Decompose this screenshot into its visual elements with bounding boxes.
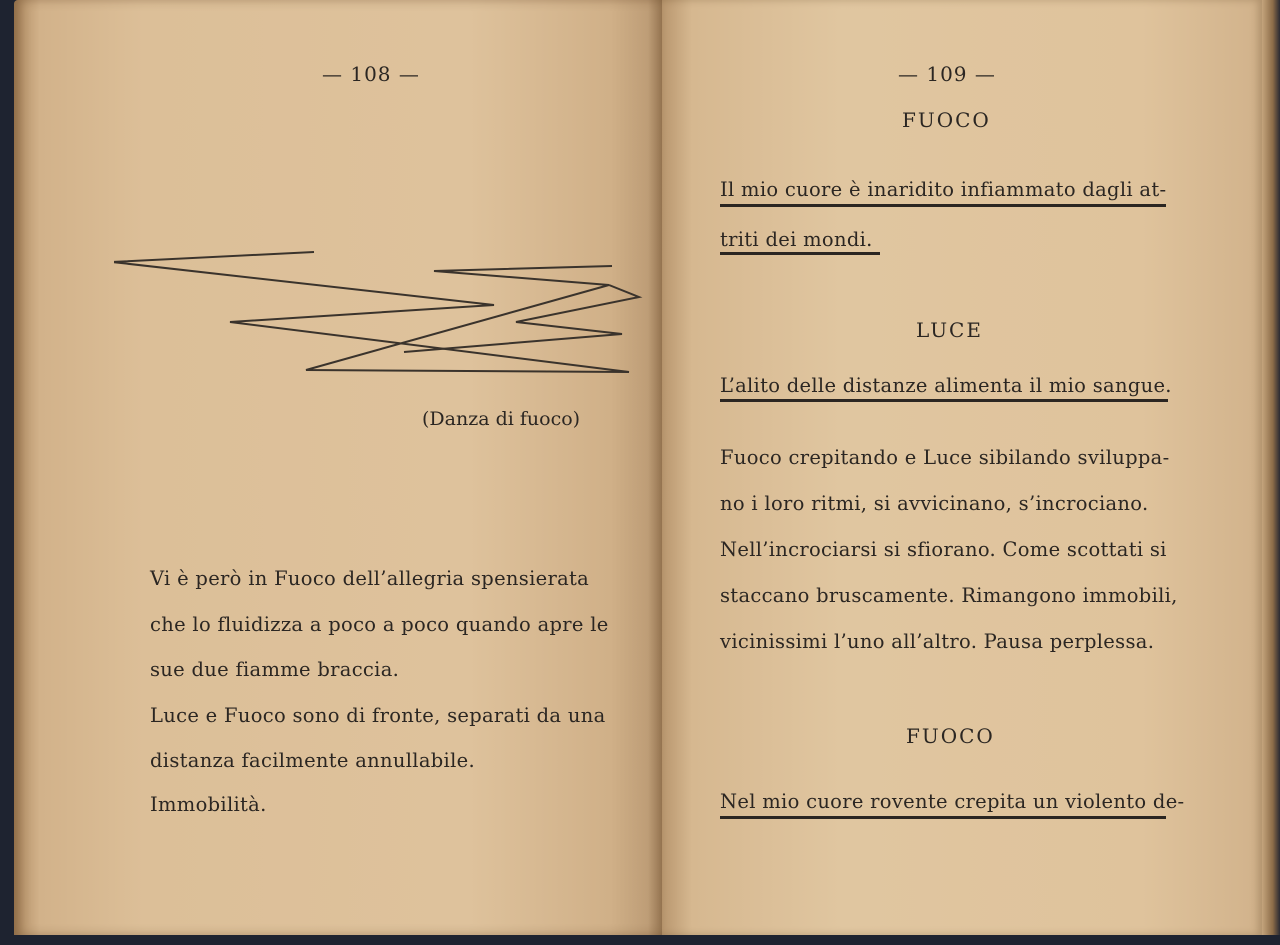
narration-line: no i loro ritmi, si avvicinano, s’incrociano. (720, 492, 1149, 515)
fire-dance-zigzag-drawing (114, 240, 664, 380)
underline-rule (720, 204, 1166, 207)
luce-line: L’alito delle distanze alimenta il mio sangue. (720, 374, 1172, 397)
fuoco-line: Il mio cuore è inaridito infiammato dagli at- (720, 178, 1167, 201)
fuoco-line: triti dei mondi. (720, 228, 873, 251)
text-line: sue due fiamme braccia. (150, 658, 400, 681)
heading-fuoco: FUOCO (906, 724, 995, 748)
heading-fuoco: FUOCO (902, 108, 991, 132)
fuoco-line: Nel mio cuore rovente crepita un violento de- (720, 790, 1185, 813)
right-page (662, 0, 1262, 935)
narration-line: vicinissimi l’uno all’altro. Pausa perplessa. (720, 630, 1155, 653)
page-number-left: — 108 — (322, 62, 420, 86)
narration-line: staccano bruscamente. Rimangono immobili, (720, 584, 1178, 607)
narration-line: Fuoco crepitando e Luce sibilando sviluppa- (720, 446, 1170, 469)
underline-rule (720, 252, 880, 255)
text-line: Vi è però in Fuoco dell’allegria spensierata (150, 567, 590, 590)
text-line: Immobilità. (150, 793, 267, 816)
heading-luce: LUCE (916, 318, 983, 342)
text-line: Luce e Fuoco sono di fronte, separati da una (150, 704, 606, 727)
page-edges (1262, 0, 1280, 935)
page-number-right: — 109 — (898, 62, 996, 86)
text-line: che lo fluidizza a poco a poco quando apre le (150, 613, 609, 636)
drawing-caption: (Danza di fuoco) (422, 408, 581, 430)
text-line: distanza facilmente annullabile. (150, 749, 475, 772)
narration-line: Nell’incrociarsi si sfiorano. Come scottati si (720, 538, 1167, 561)
left-page (14, 0, 662, 935)
underline-rule (720, 816, 1166, 819)
underline-rule (720, 399, 1168, 402)
